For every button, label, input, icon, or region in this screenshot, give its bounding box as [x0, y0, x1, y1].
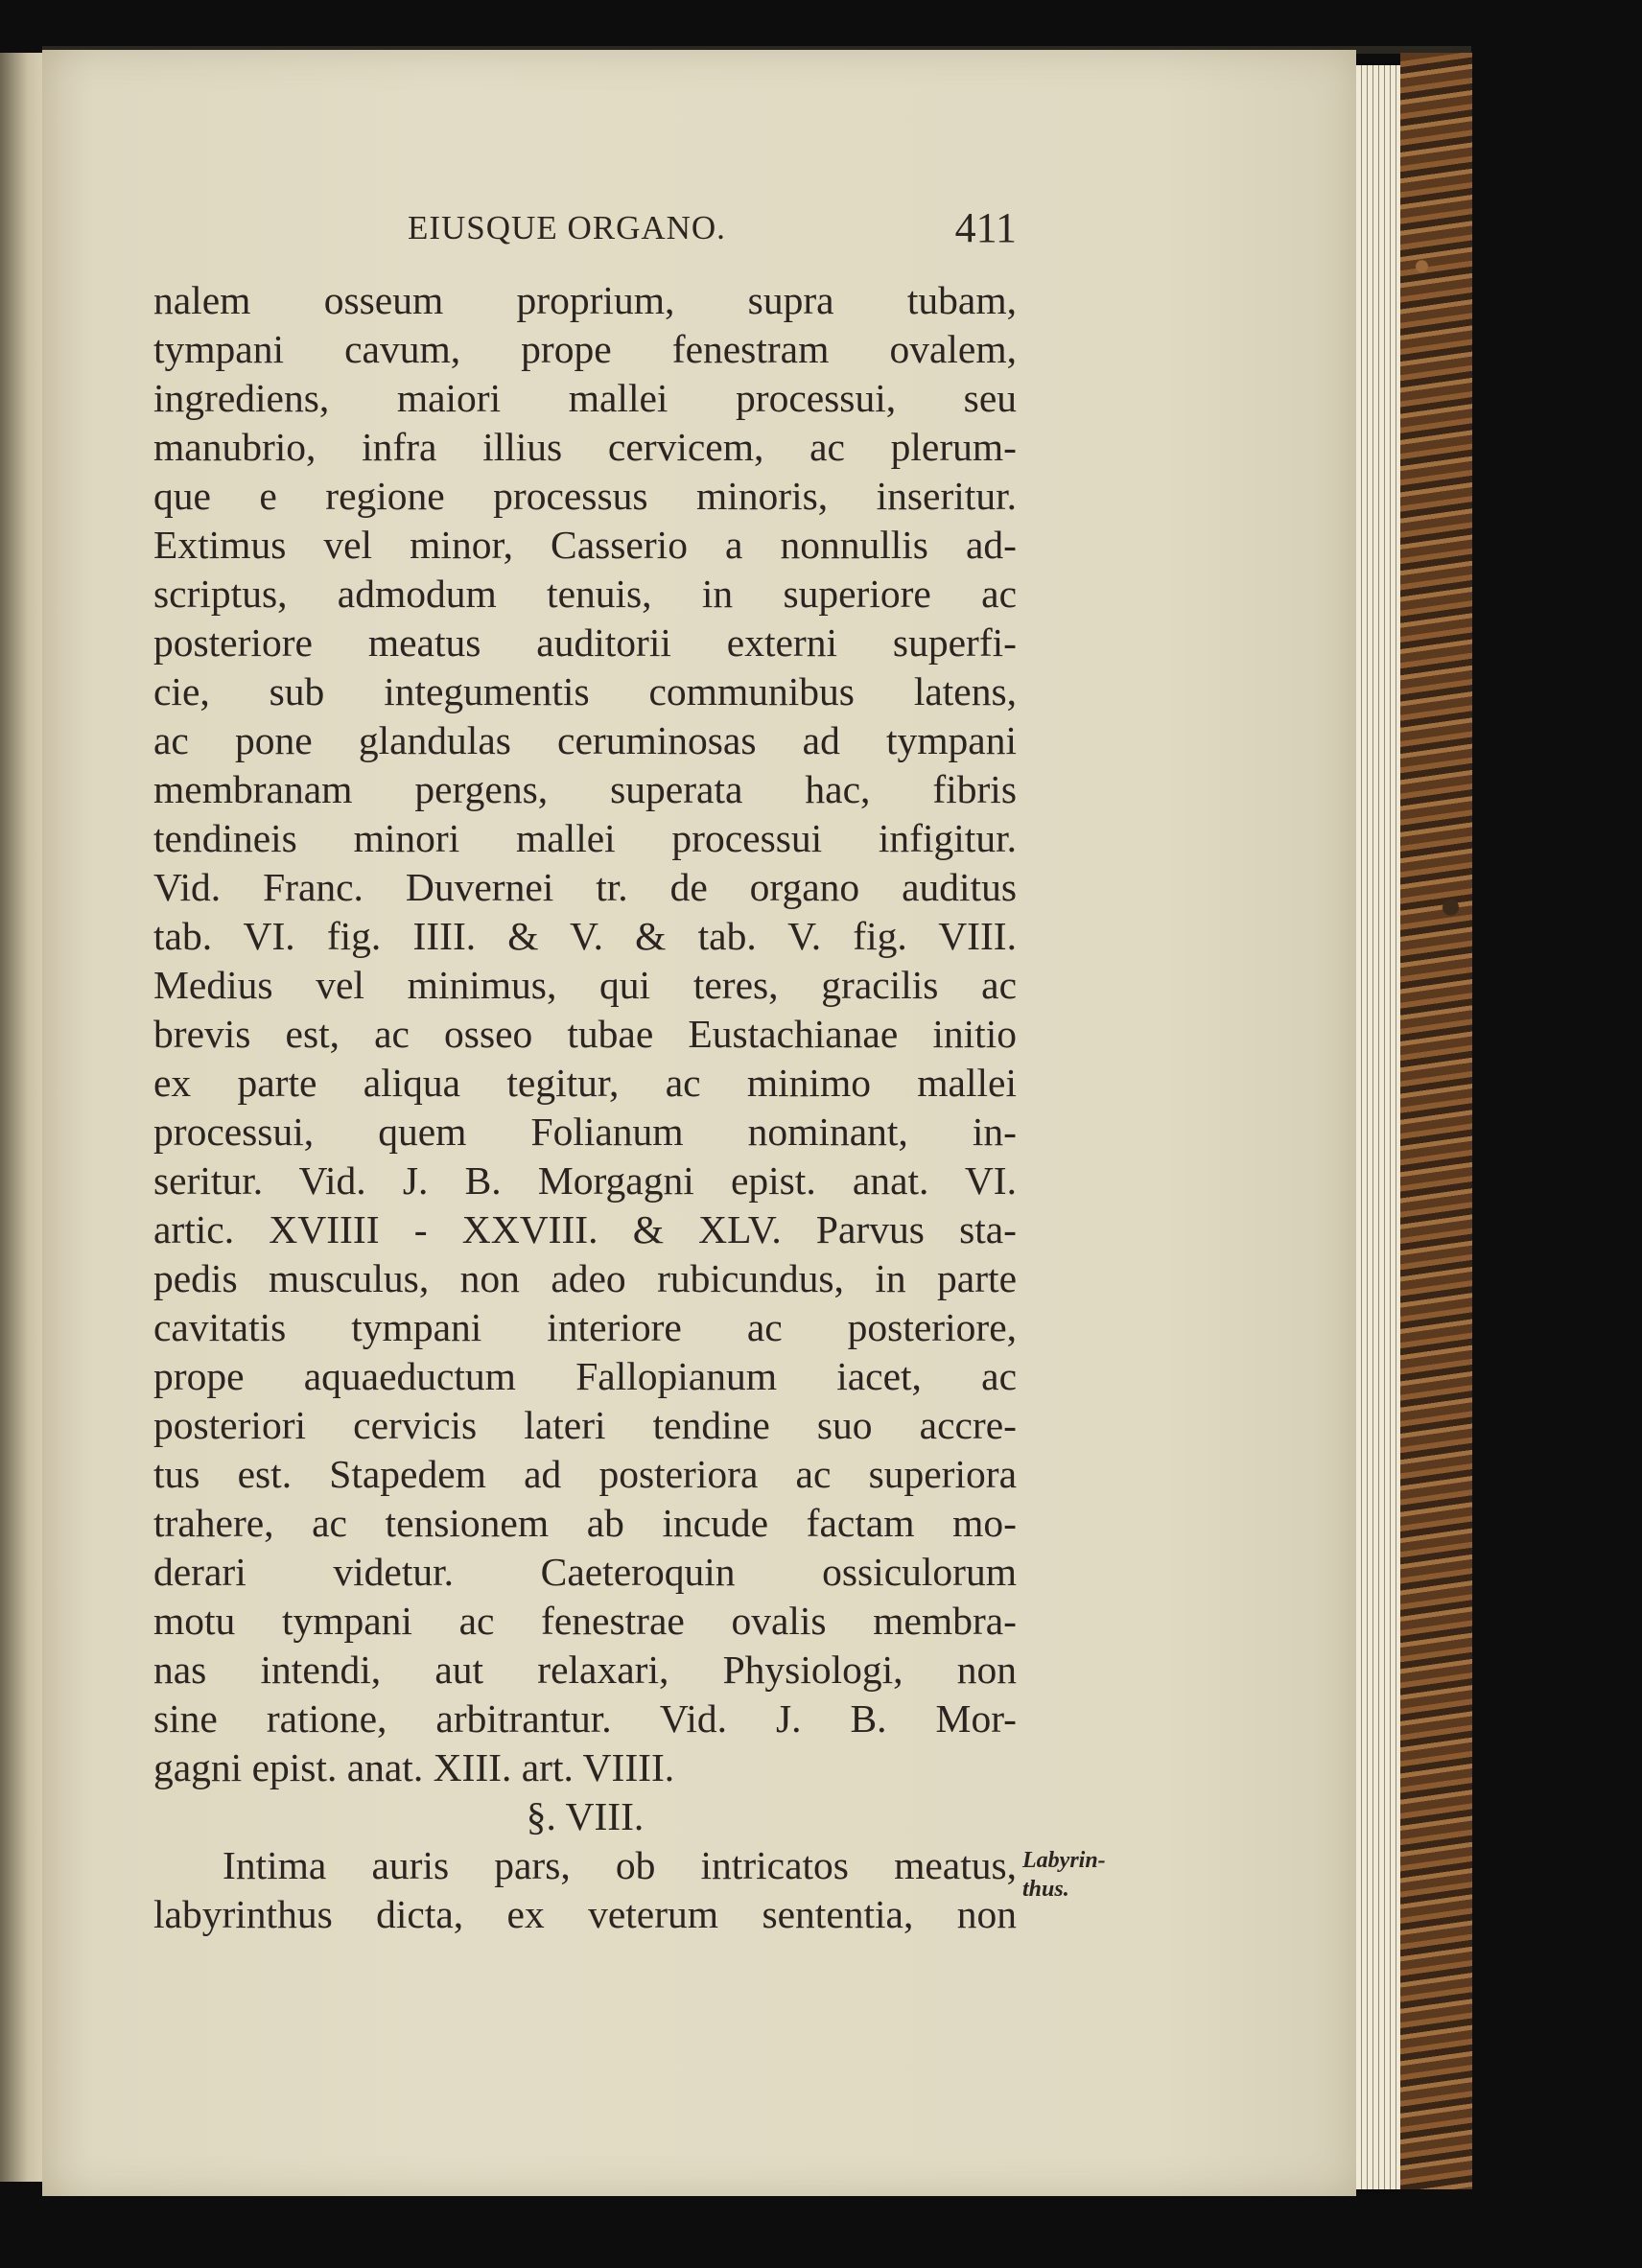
- body-text: [153, 276, 1017, 1939]
- text-line: motu tympani ac fenestrae ovalis membra-: [153, 1599, 1017, 1643]
- running-head-title: EIUSQUE ORGANO.: [408, 209, 726, 246]
- text-line: artic. XVIIII - XXVIII. & XLV. Parvus sta-: [153, 1207, 1017, 1251]
- text-line: Extimus vel minor, Casserio a nonnullis ad-: [153, 523, 1017, 567]
- text-line: nas intendi, aut relaxari, Physiologi, non: [153, 1648, 1017, 1692]
- text-line: pedis musculus, non adeo rubicundus, in parte: [153, 1256, 1017, 1300]
- text-line: membranam pergens, superata hac, fibris: [153, 767, 1017, 811]
- text-line: Medius vel minimus, qui teres, gracilis ac: [153, 963, 1017, 1007]
- text-line: manubrio, infra illius cervicem, ac plerum-: [153, 425, 1017, 469]
- text-line: tendineis minori mallei processui infigitur.: [153, 816, 1017, 860]
- text-line: cavitatis tympani interiore ac posteriore,: [153, 1305, 1017, 1349]
- text-line: ex parte aliqua tegitur, ac minimo mallei: [153, 1061, 1017, 1105]
- text-line: trahere, ac tensionem ab incude factam mo-: [153, 1501, 1017, 1545]
- text-line: tus est. Stapedem ad posteriora ac superiora: [153, 1452, 1017, 1496]
- left-page-edge: [0, 53, 46, 2182]
- text-line: sine ratione, arbitrantur. Vid. J. B. Mor-: [153, 1696, 1017, 1741]
- text-line: tympani cavum, prope fenestram ovalem,: [153, 327, 1017, 371]
- text-line: gagni epist. anat. XIII. art. VIIII.: [153, 1745, 675, 1789]
- text-line: prope aquaeductum Fallopianum iacet, ac: [153, 1354, 1017, 1398]
- marginal-note-line: thus.: [1022, 1877, 1069, 1902]
- text-line: Intima auris pars, ob intricatos meatus,: [223, 1843, 1017, 1887]
- page-number: 411: [954, 204, 1017, 251]
- text-line: scriptus, admodum tenuis, in superiore ac: [153, 572, 1017, 616]
- marginal-note-line: Labyrin-: [1022, 1848, 1106, 1873]
- section-heading: §. VIII.: [526, 1794, 645, 1838]
- text-line: Vid. Franc. Duvernei tr. de organo auditus: [153, 865, 1017, 909]
- text-line: labyrinthus dicta, ex veterum sententia, non: [153, 1892, 1017, 1936]
- text-line: seritur. Vid. J. B. Morgagni epist. anat. VI.: [153, 1158, 1017, 1203]
- marbled-cover: [1400, 53, 1472, 2189]
- text-line: posteriori cervicis lateri tendine suo accre-: [153, 1403, 1017, 1447]
- text-line: ac pone glandulas ceruminosas ad tympani: [153, 718, 1017, 762]
- text-line: derari videtur. Caeteroquin ossiculorum: [153, 1550, 1017, 1594]
- running-head: [384, 203, 1017, 251]
- text-line: nalem osseum proprium, supra tubam,: [153, 278, 1017, 322]
- text-line: cie, sub integumentis communibus latens,: [153, 669, 1017, 713]
- text-line: que e regione processus minoris, inseritur.: [153, 474, 1017, 518]
- text-line: posteriore meatus auditorii externi superfi-: [153, 620, 1017, 665]
- text-line: ingrediens, maiori mallei processui, seu: [153, 376, 1017, 420]
- text-line: tab. VI. fig. IIII. & V. & tab. V. fig. VIII.: [153, 914, 1017, 958]
- marginal-note: [1022, 1846, 1147, 1904]
- text-line: brevis est, ac osseo tubae Eustachianae initio: [153, 1012, 1017, 1056]
- text-line: processui, quem Folianum nominant, in-: [153, 1110, 1017, 1154]
